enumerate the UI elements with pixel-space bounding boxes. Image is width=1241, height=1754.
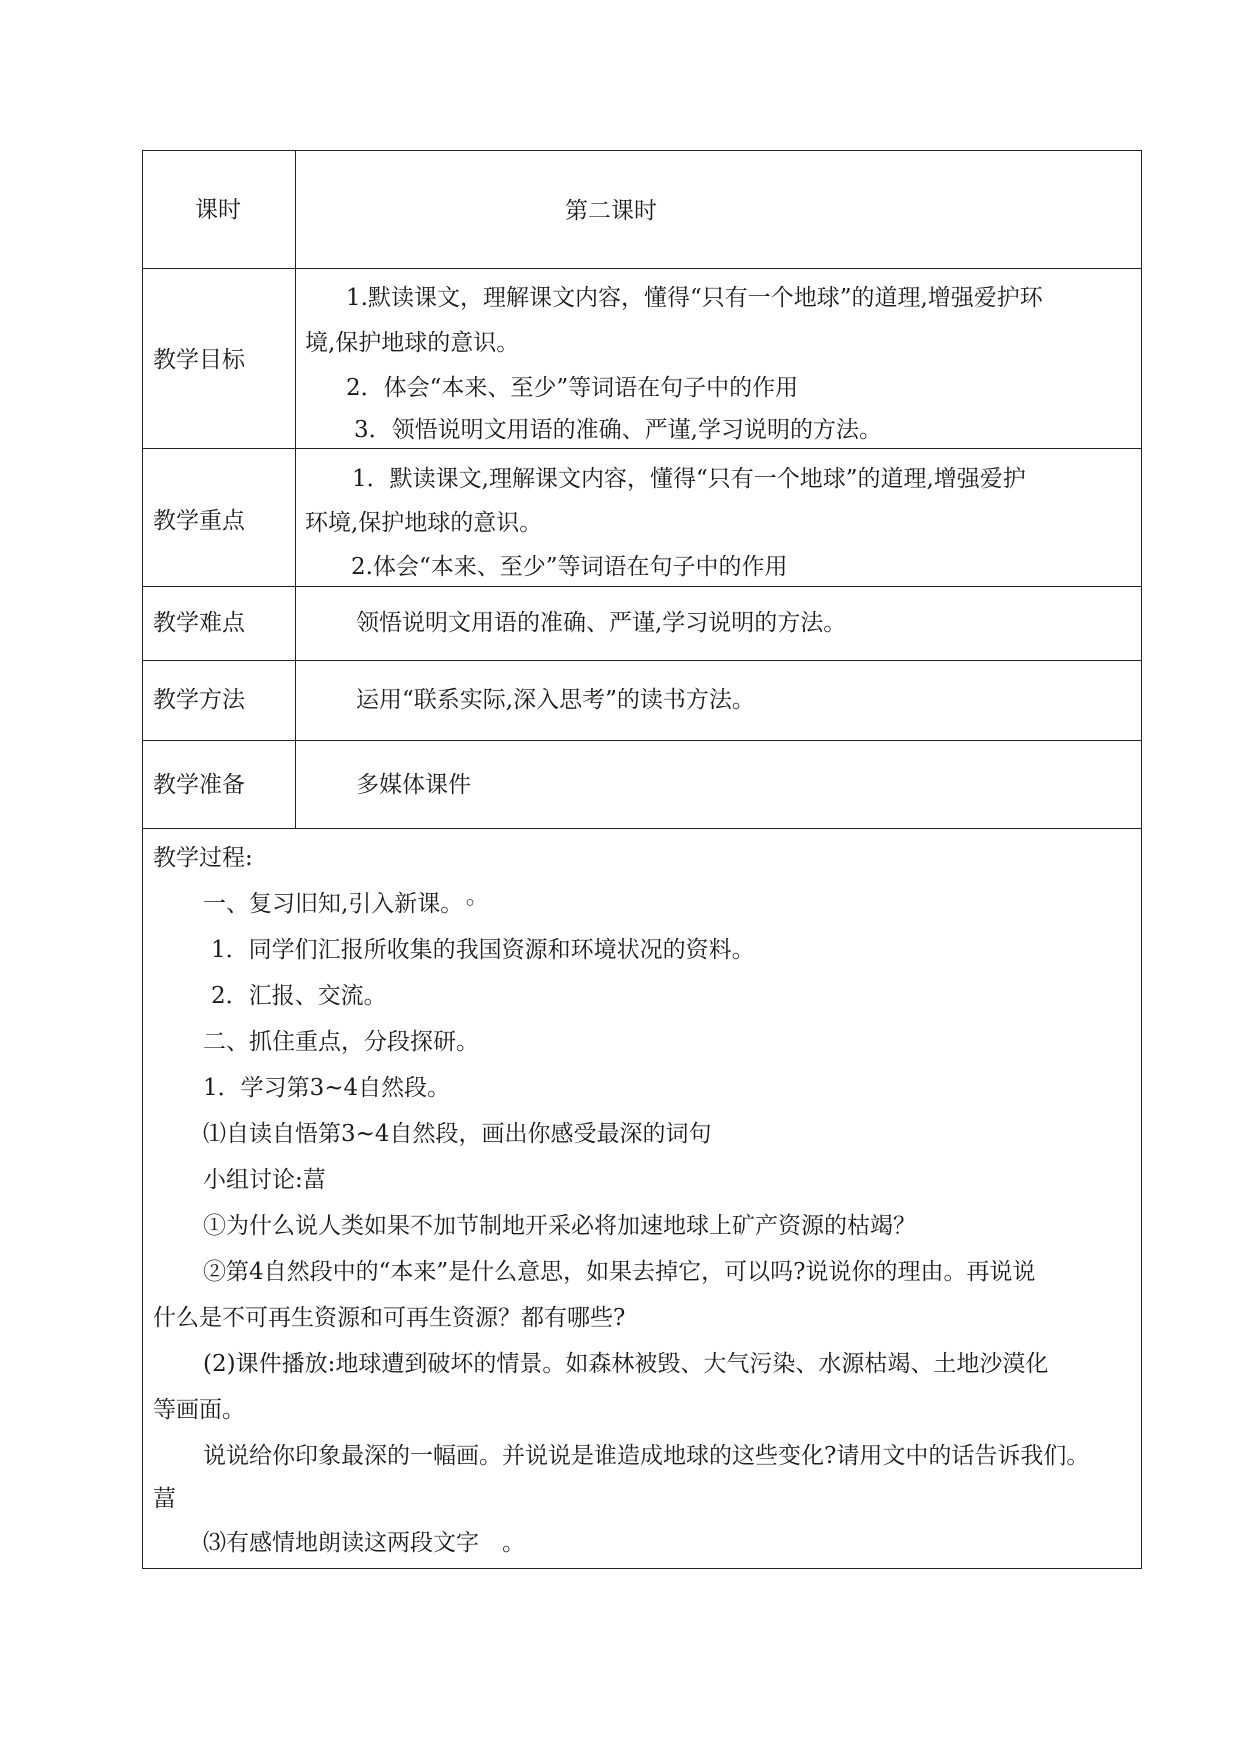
process-line: 等画面。 [153, 1397, 245, 1423]
lesson-plan-table [142, 150, 1142, 1569]
process-line: ⑴自读自悟第3~4自然段，画出你感受最深的词句 [203, 1121, 712, 1147]
key-points-line-2: 2.体会“本来、至少”等词语在句子中的作用 [351, 554, 788, 580]
methods-label: 教学方法 [153, 687, 245, 713]
period-label: 课时 [195, 197, 241, 223]
process-line: 一、复习旧知,引入新课。◦ [203, 891, 477, 917]
methods-text: 运用“联系实际,深入思考”的读书方法。 [356, 687, 755, 713]
row-divider [143, 660, 1141, 661]
process-line: 1．学习第3~4自然段。 [203, 1075, 451, 1101]
process-line: 2．汇报、交流。 [211, 983, 387, 1009]
process-line: (2)课件播放:地球遭到破坏的情景。如森林被毁、大气污染、水源枯竭、土地沙漠化 [203, 1351, 1049, 1377]
objectives-label: 教学目标 [153, 347, 245, 373]
process-line: 说说给你印象最深的一幅画。并说说是谁造成地球的这些变化?请用文中的话告诉我们。 [203, 1443, 1090, 1469]
process-title: 教学过程: [153, 845, 253, 871]
column-divider [295, 151, 296, 828]
objectives-line-3: 3．领悟说明文用语的准确、严谨,学习说明的方法。 [354, 417, 882, 443]
process-line: 什么是不可再生资源和可再生资源？都有哪些? [153, 1305, 626, 1331]
objectives-line-1b: 境,保护地球的意识。 [305, 330, 520, 356]
row-divider [143, 828, 1141, 829]
process-line: ①为什么说人类如果不加节制地开采必将加速地球上矿产资源的枯竭？ [203, 1213, 916, 1239]
difficulties-text: 领悟说明文用语的准确、严谨,学习说明的方法。 [356, 610, 847, 636]
objectives-line-1: 1.默读课文，理解课文内容，懂得“只有一个地球”的道理,增强爱护环 [346, 285, 1043, 311]
difficulties-label: 教学难点 [153, 610, 245, 636]
key-points-line-1b: 环境,保护地球的意识。 [305, 510, 543, 536]
preparation-label: 教学准备 [153, 772, 245, 798]
process-line: ⑶有感情地朗读这两段文字 。 [203, 1530, 525, 1556]
process-line: 小组讨论:葍 [203, 1167, 326, 1193]
process-line: 1．同学们汇报所收集的我国资源和环境状况的资料。 [211, 937, 755, 963]
row-divider [143, 740, 1141, 741]
process-line: ②第4自然段中的“本来”是什么意思，如果去掉它，可以吗?说说你的理由。再说说 [203, 1259, 1036, 1285]
preparation-text: 多媒体课件 [356, 772, 471, 798]
objectives-line-2: 2．体会“本来、至少”等词语在句子中的作用 [346, 375, 799, 401]
key-points-line-1: 1．默读课文,理解课文内容，懂得“只有一个地球”的道理,增强爱护 [352, 466, 1026, 492]
key-points-label: 教学重点 [153, 508, 245, 534]
period-value: 第二课时 [565, 198, 657, 224]
process-line: 葍 [153, 1486, 176, 1512]
process-line: 二、抓住重点，分段探研。 [203, 1029, 479, 1055]
row-divider [143, 268, 1141, 269]
